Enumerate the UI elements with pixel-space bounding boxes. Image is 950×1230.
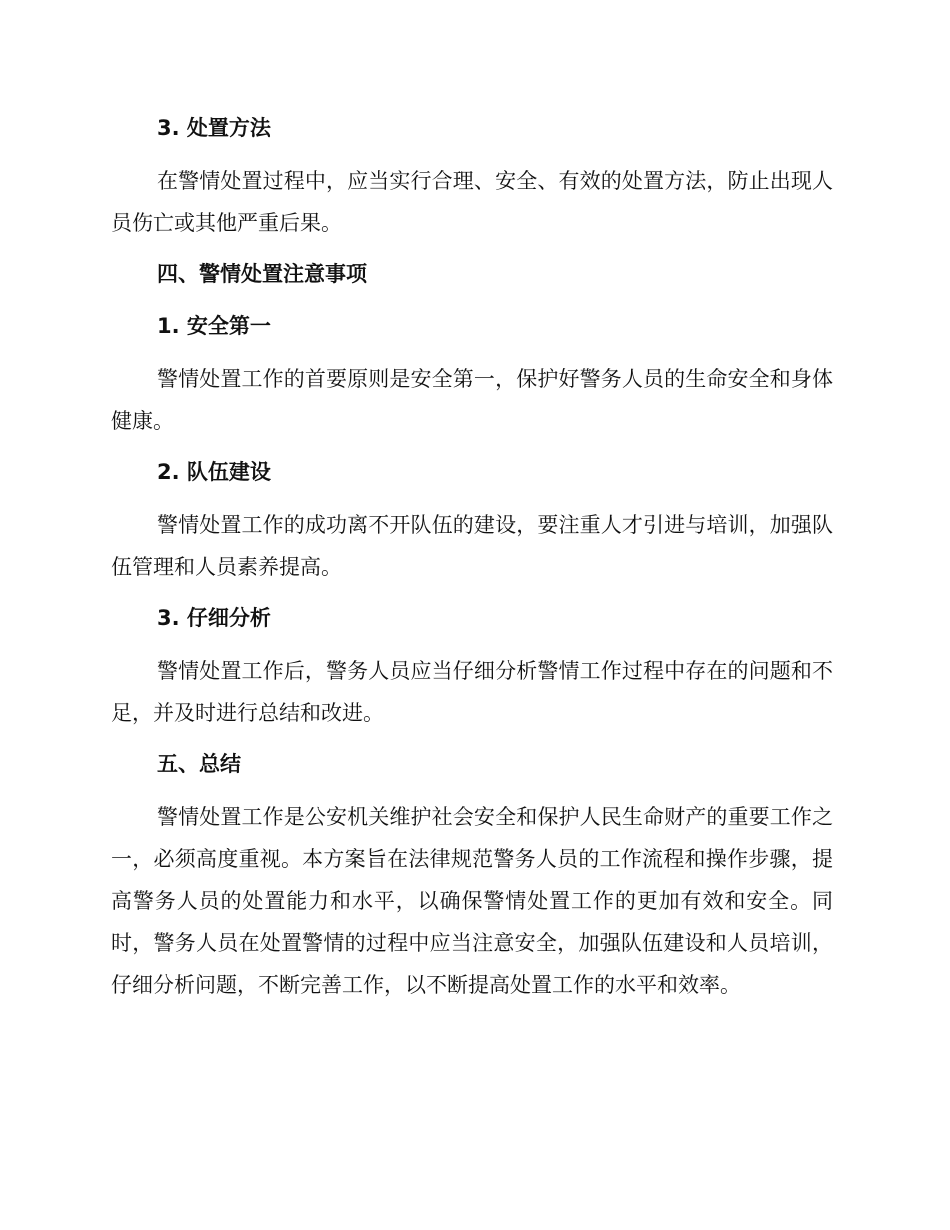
document-body [111,108,833,1006]
paragraph-safety-first: 警情处置工作的首要原则是安全第一，保护好警务人员的生命安全和身体健康。 [111,367,833,433]
heading-section-five: 五、总结 [157,752,241,776]
heading-disposal-method: 3. 处置方法 [157,116,271,140]
heading-safety-first: 1. 安全第一 [157,314,271,338]
paragraph-disposal-method: 在警情处置过程中，应当实行合理、安全、有效的处置方法，防止出现人员伤亡或其他严重后果。 [111,169,833,235]
heading-section-four: 四、警情处置注意事项 [157,262,367,286]
paragraph-summary: 警情处置工作是公安机关维护社会安全和保护人民生命财产的重要工作之一，必须高度重视。本方案旨在法律规范警务人员的工作流程和操作步骤，提高警务人员的处置能力和水平，以确保警情处置工作的更加有效和安全。同时，警务人员在处置警情的过程中应当注意安全，加强队伍建设和人员培训，仔细分析问题，不断完善工作，以不断提高处置工作的水平和效率。 [111,805,833,997]
heading-team-building: 2. 队伍建设 [157,460,271,484]
paragraph-careful-analysis: 警情处置工作后，警务人员应当仔细分析警情工作过程中存在的问题和不足，并及时进行总结和改进。 [111,659,833,725]
heading-careful-analysis: 3. 仔细分析 [157,606,271,630]
paragraph-team-building: 警情处置工作的成功离不开队伍的建设，要注重人才引进与培训，加强队伍管理和人员素养提高。 [111,513,833,579]
